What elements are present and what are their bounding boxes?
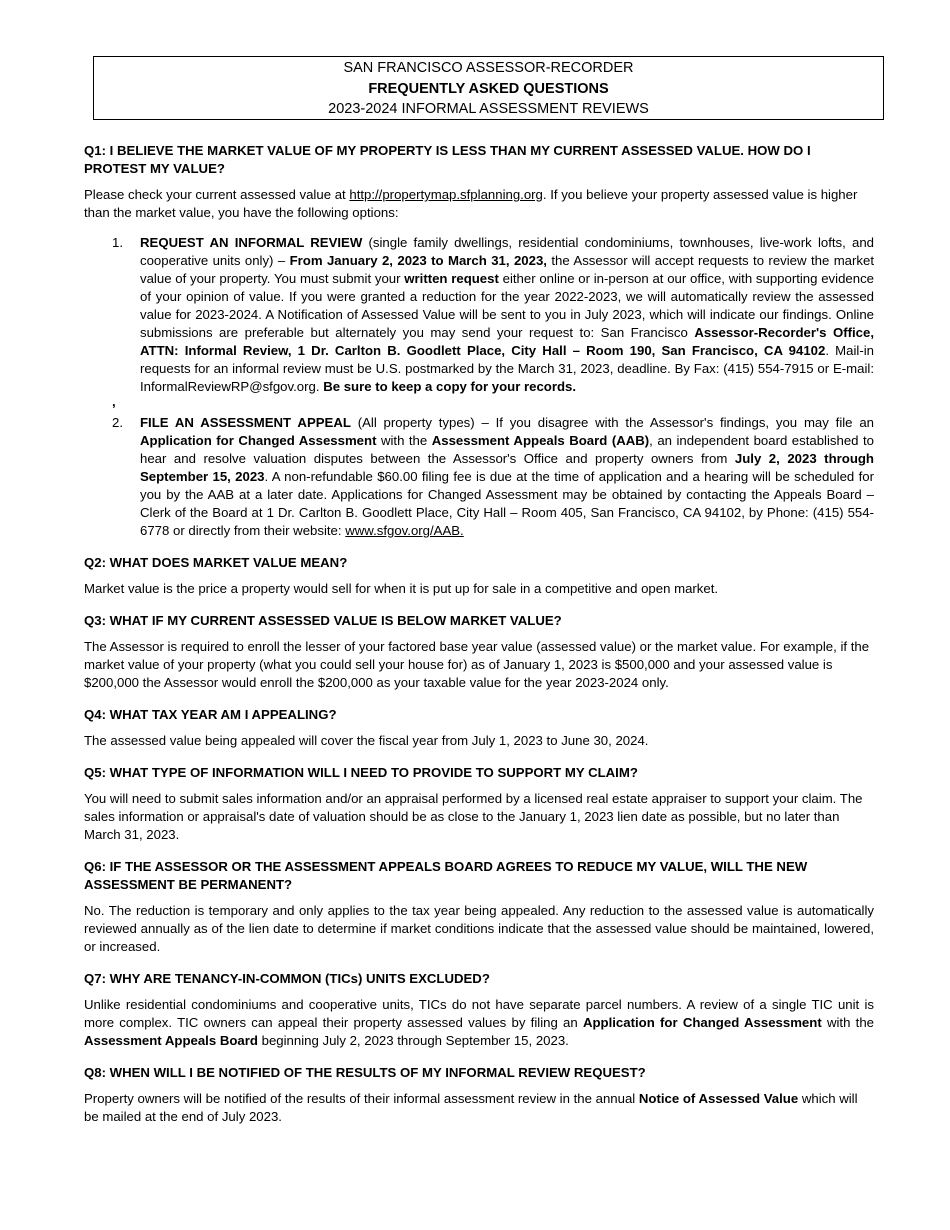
option-number: 1. xyxy=(112,235,123,250)
option-dates: From January 2, 2023 to March 31, 2023, xyxy=(289,253,547,268)
q1-intro-text-2: . If you believe your property assessed value is higher than the market value, you have the following options: xyxy=(84,187,858,220)
option-text: , an independent board established to hear and resolve valuation disputes between the Assessor's Office and property owners from xyxy=(140,433,874,466)
q6-question-line2: ASSESSMENT BE PERMANENT? xyxy=(84,877,293,892)
q4-question: Q4: WHAT TAX YEAR AM I APPEALING? xyxy=(84,707,337,722)
option-assessment-appeal xyxy=(84,414,874,540)
header-title: FREQUENTLY ASKED QUESTIONS xyxy=(368,80,609,97)
q7-question: Q7: WHY ARE TENANCY-IN-COMMON (TICs) UNITS EXCLUDED? xyxy=(84,971,490,986)
q7-answer-text: with the xyxy=(821,1015,874,1030)
option-address: Assessor-Recorder's Office, ATTN: Informal Review, 1 Dr. Carlton B. Goodlett Place, City Hall – Room 190, San Francisco, CA 94102 xyxy=(140,325,874,358)
q8-answer xyxy=(84,1090,874,1126)
q8-question: Q8: WHEN WILL I BE NOTIFIED OF THE RESULTS OF MY INFORMAL REVIEW REQUEST? xyxy=(84,1065,646,1080)
option-number: 2. xyxy=(112,415,123,430)
propertymap-link[interactable]: http://propertymap.sfplanning.org xyxy=(349,187,543,202)
document-header xyxy=(93,56,884,120)
q8-answer-text: which will be mailed at the end of July 2023. xyxy=(84,1091,858,1124)
header-agency: SAN FRANCISCO ASSESSOR-RECORDER xyxy=(343,60,634,76)
q1-question: Q1: I BELIEVE THE MARKET VALUE OF MY PROPERTY IS LESS THAN MY CURRENT ASSESSED VALUE. HOW DO I PROTEST MY VALUE? xyxy=(84,143,811,176)
q3-answer: The Assessor is required to enroll the lesser of your factored base year value (assessed value) or the market value. For example, if the market value of your property (what you could sell your house for) as of January 1, 2023 is $500,000 and your assessed value is $200,000 the Assessor would enroll the $200,000 as your taxable value for the year 2023-2024 only. xyxy=(84,639,870,690)
q1-intro xyxy=(84,186,874,222)
q5-answer: You will need to submit sales information and/or an appraisal performed by a licensed real estate appraiser to support your claim. The sales information or appraisal's date of valuation should be as close to the January 1, 2023 lien date as possible, but no later than March 31, 2023. xyxy=(84,791,863,842)
q7-answer-emphasis: Assessment Appeals Board xyxy=(84,1033,258,1048)
header-subtitle: 2023-2024 INFORMAL ASSESSMENT REVIEWS xyxy=(328,101,649,117)
q1-intro-text: Please check your current assessed value at xyxy=(84,187,350,202)
q3-question: Q3: WHAT IF MY CURRENT ASSESSED VALUE IS BELOW MARKET VALUE? xyxy=(84,613,562,628)
q6-question-line1: Q6: IF THE ASSESSOR OR THE ASSESSMENT APPEALS BOARD AGREES TO REDUCE MY VALUE, WILL THE NEW xyxy=(84,859,808,874)
aab-website-link[interactable]: www.sfgov.org/AAB. xyxy=(345,523,464,538)
q8-answer-emphasis: Notice of Assessed Value xyxy=(638,1091,799,1106)
q8-answer-text: Property owners will be notified of the results of their informal assessment review in the annual xyxy=(84,1091,639,1106)
q7-answer-text: beginning July 2, 2023 through September 15, 2023. xyxy=(257,1033,569,1048)
option-title: REQUEST AN INFORMAL REVIEW xyxy=(140,235,363,250)
q4-answer: The assessed value being appealed will cover the fiscal year from July 1, 2023 to June 30, 2024. xyxy=(84,733,649,748)
q7-answer xyxy=(84,996,874,1050)
option-dates: July 2, 2023 through September 15, 2023 xyxy=(140,451,874,484)
option-reminder: Be sure to keep a copy for your records. xyxy=(323,379,577,394)
option-informal-review xyxy=(84,234,874,396)
option-text: (single family dwellings, residential condominiums, townhouses, live-work lofts, and cooperative units only) – xyxy=(140,235,874,268)
stray-comma: , xyxy=(112,394,116,409)
q2-question: Q2: WHAT DOES MARKET VALUE MEAN? xyxy=(84,555,348,570)
option-emphasis: written request xyxy=(404,271,499,286)
option-text: either online or in-person at our office, with supporting evidence of your opinion of value. If you were granted a reduction for the year 2022-2023, we will automatically review the assessed value for 2023-2024. A Notification of Assessed Value will be sent to you in July 2023, which will indicate our findings. Online submissions are preferable but alternately you may send your request to: San Francisco xyxy=(140,271,875,340)
faq-content xyxy=(84,142,874,1140)
option-text: the Assessor will accept requests to review the market value of your property. You must submit your xyxy=(140,253,874,286)
q2-answer: Market value is the price a property would sell for when it is put up for sale in a competitive and open market. xyxy=(84,581,719,596)
option-text: with the xyxy=(376,433,432,448)
q7-answer-emphasis: Application for Changed Assessment xyxy=(582,1015,822,1030)
option-text: . Mail-in requests for an informal review must be U.S. postmarked by the March 31, 2023, deadline. By Fax: (415) 554-7915 or E-mail: InformalReviewRP@sfgov.org. xyxy=(140,343,874,394)
option-text: . A non-refundable $60.00 filing fee is due at the time of application and a hearing will be scheduled for you by the AAB at a later date. Applications for Changed Assessment may be obtained by contacting the Appeals Board – Clerk of the Board at 1 Dr. Carlton B. Goodlett Place, City Hall – Room 405, San Francisco, CA 94102, by Phone: (415) 554-6778 or directly from their website: xyxy=(140,469,874,538)
option-emphasis: Application for Changed Assessment xyxy=(140,433,377,448)
option-title: FILE AN ASSESSMENT APPEAL xyxy=(140,415,351,430)
q6-answer: No. The reduction is temporary and only applies to the tax year being appealed. Any reduction to the assessed value is automatically reviewed annually as of the lien date to determine if market conditions indicate that the assessed value should be maintained, lowered, or increased. xyxy=(84,903,874,954)
option-emphasis: Assessment Appeals Board (AAB) xyxy=(431,433,650,448)
q5-question: Q5: WHAT TYPE OF INFORMATION WILL I NEED TO PROVIDE TO SUPPORT MY CLAIM? xyxy=(84,765,638,780)
q6-question xyxy=(84,858,874,894)
option-text: (All property types) – If you disagree with the Assessor's findings, you may file an xyxy=(350,415,874,430)
q7-answer-text: Unlike residential condominiums and cooperative units, TICs do not have separate parcel numbers. A review of a single TIC unit is more complex. TIC owners can appeal their property assessed values by filing an xyxy=(84,997,874,1030)
